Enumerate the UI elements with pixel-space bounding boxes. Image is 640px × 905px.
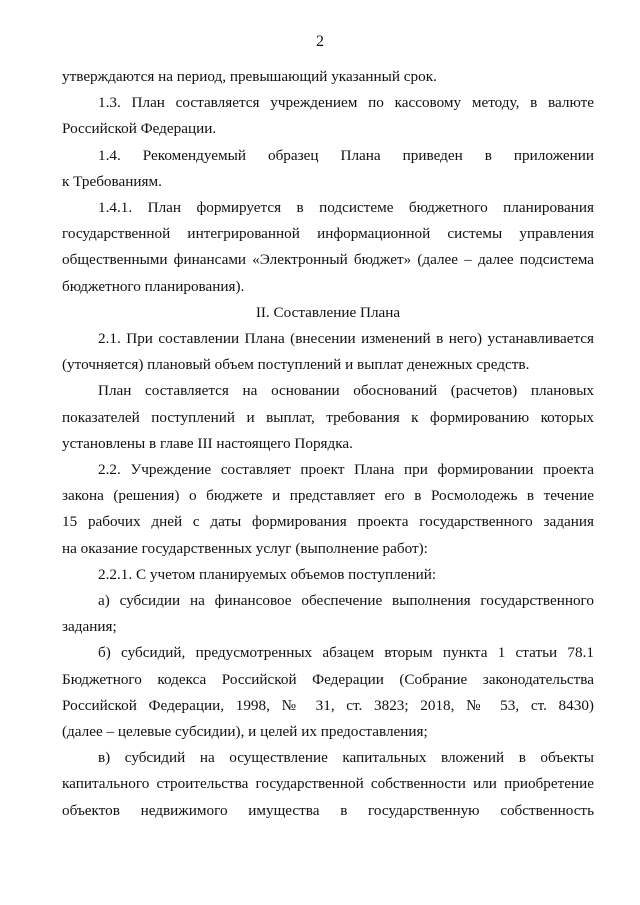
text-line: Бюджетного кодекса Российской Федерации (Собрание законодательства — [62, 670, 594, 688]
text-line: 2.2.1. С учетом планируемых объемов поступлений: — [98, 565, 437, 583]
text-line: капитального строительства государственной собственности или приобретение — [62, 775, 594, 793]
text-line: к Требованиям. — [62, 172, 162, 190]
text-line: Российской Федерации. — [62, 120, 217, 138]
text-line: (уточняется) плановый объем поступлений и выплат денежных средств. — [62, 356, 530, 374]
text-line: установлены в главе III настоящего Порядка. — [62, 434, 353, 452]
text-line: б) субсидий, предусмотренных абзацем вторым пункта 1 статьи 78.1 — [98, 644, 594, 662]
text-line: общественными финансами «Электронный бюджет» (далее – далее подсистема — [62, 251, 594, 269]
text-line: 2.2. Учреждение составляет проект Плана при формировании проекта — [98, 461, 594, 479]
text-line: (далее – целевые субсидии), и целей их предоставления; — [62, 723, 428, 741]
text-line: утверждаются на период, превышающий указанный срок. — [62, 68, 437, 85]
text-line: показателей поступлений и выплат, требования к формированию которых — [62, 408, 594, 426]
document-body — [62, 64, 594, 824]
text-line: 2.1. При составлении Плана (внесении изменений в него) устанавливается — [98, 330, 594, 348]
text-line: закона (решения) о бюджете и представляет его в Росмолодежь в течение — [62, 487, 594, 505]
text-line: государственной интегрированной информационной системы управления — [62, 225, 594, 243]
page-number: 2 — [316, 33, 324, 50]
text-line: объектов недвижимого имущества в государственную собственность — [62, 801, 594, 819]
text-line: а) субсидии на финансовое обеспечение выполнения государственного — [98, 592, 594, 610]
text-line: 1.4. Рекомендуемый образец Плана приведен в приложении — [98, 146, 594, 164]
text-line: в) субсидий на осуществление капитальных вложений в объекты — [98, 749, 594, 767]
text-line: 15 рабочих дней с даты формирования проекта государственного задания — [62, 513, 594, 531]
text-line: 1.3. План составляется учреждением по кассовому методу, в валюте — [98, 94, 594, 112]
text-line: План составляется на основании обоснований (расчетов) плановых — [98, 382, 594, 400]
text-line: бюджетного планирования). — [62, 277, 245, 295]
section-heading: II. Составление Плана — [255, 303, 401, 321]
text-line: Российской Федерации, 1998, № 31, ст. 3823; 2018, № 53, ст. 8430) — [62, 696, 594, 714]
text-line: задания; — [62, 618, 117, 636]
text-line: 1.4.1. План формируется в подсистеме бюджетного планирования — [98, 199, 594, 217]
text-line: на оказание государственных услуг (выполнение работ): — [62, 539, 428, 557]
